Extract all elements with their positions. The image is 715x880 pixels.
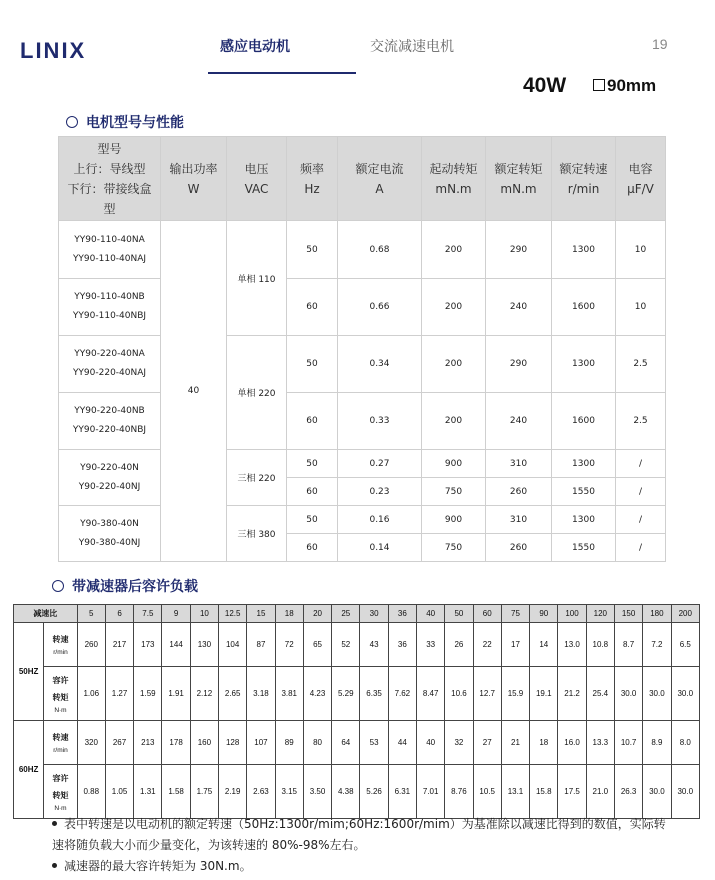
rated-speed-cell: 1300 (552, 450, 616, 478)
current-cell: 0.14 (338, 534, 422, 562)
freq-cell: 60 (287, 478, 338, 506)
ratio-label: 减速比 (14, 605, 78, 623)
ratio-cell: 25 (332, 605, 360, 623)
current-cell: 0.34 (338, 336, 422, 393)
torque-cell: 1.27 (105, 667, 133, 721)
model-cell: YY90-110-40NB YY90-110-40NBJ (59, 279, 161, 336)
torque-cell: 10.5 (473, 765, 501, 819)
note-item: 表中转速是以电动机的额定转速（50Hz:1300r/mim;60Hz:1600r/mim）为基准除以减速比得到的数值，实际转速将随负载大小而少量变化，为该转速的 80%-98%左右。 (52, 817, 666, 852)
speed-cell: 32 (445, 721, 473, 765)
ratio-cell: 30 (360, 605, 388, 623)
capacitor-cell: / (616, 506, 666, 534)
header-frequency: 频率 Hz (287, 137, 338, 221)
table-header-row (59, 137, 666, 221)
table-row (59, 336, 666, 393)
freq-cell: 50 (287, 221, 338, 279)
speed-cell: 43 (360, 623, 388, 667)
header-starting-torque: 起动转矩 mN.m (422, 137, 486, 221)
speed-cell: 267 (105, 721, 133, 765)
freq-cell: 60 (287, 534, 338, 562)
torque-cell: 0.88 (77, 765, 105, 819)
speed-unit: r/min (53, 747, 68, 754)
capacitor-cell: / (616, 534, 666, 562)
current-cell: 0.68 (338, 221, 422, 279)
speed-cell: 17 (501, 623, 529, 667)
current-cell: 0.66 (338, 279, 422, 336)
start-torque-cell: 200 (422, 221, 486, 279)
power-rating: 40W (523, 74, 567, 97)
output-power-cell: 40 (161, 221, 227, 562)
speed-cell: 178 (162, 721, 190, 765)
table-row (59, 279, 666, 336)
speed-cell: 8.7 (614, 623, 642, 667)
speed-cell: 260 (77, 623, 105, 667)
speed-cell: 128 (219, 721, 247, 765)
speed-label-text: 转速 (52, 635, 69, 644)
current-cell: 0.33 (338, 393, 422, 450)
nav-tab-ac-gear-motor[interactable]: 交流减速电机 (370, 39, 454, 55)
table-row (59, 450, 666, 478)
capacitor-cell: 10 (616, 221, 666, 279)
ratio-cell: 120 (586, 605, 614, 623)
voltage-cell: 单相 110 (227, 221, 287, 336)
torque-label (44, 765, 77, 819)
speed-cell: 8.0 (671, 721, 699, 765)
start-torque-cell: 200 (422, 393, 486, 450)
nav-tab-induction-motor[interactable]: 感应电动机 (220, 39, 290, 55)
ratio-cell: 36 (388, 605, 416, 623)
circle-bullet-icon (66, 116, 78, 128)
speed-cell: 14 (530, 623, 558, 667)
torque-cell: 1.59 (134, 667, 162, 721)
model-cell: Y90-220-40N Y90-220-40NJ (59, 450, 161, 506)
torque-cell: 2.65 (219, 667, 247, 721)
speed-cell: 65 (303, 623, 331, 667)
header-capacitor: 电容 μF/V (616, 137, 666, 221)
speed-cell: 89 (275, 721, 303, 765)
torque-cell: 6.35 (360, 667, 388, 721)
model-cell: YY90-110-40NA YY90-110-40NAJ (59, 221, 161, 279)
torque-cell: 1.06 (77, 667, 105, 721)
torque-cell: 19.1 (530, 667, 558, 721)
speed-cell: 130 (190, 623, 218, 667)
speed-row (14, 623, 700, 667)
torque-cell: 3.50 (303, 765, 331, 819)
speed-cell: 217 (105, 623, 133, 667)
speed-cell: 8.9 (643, 721, 671, 765)
start-torque-cell: 750 (422, 478, 486, 506)
speed-cell: 107 (247, 721, 275, 765)
start-torque-cell: 200 (422, 279, 486, 336)
freq-cell: 60 (287, 279, 338, 336)
torque-cell: 7.01 (417, 765, 445, 819)
torque-cell: 10.6 (445, 667, 473, 721)
ratio-cell: 150 (614, 605, 642, 623)
start-torque-cell: 750 (422, 534, 486, 562)
speed-cell: 18 (530, 721, 558, 765)
speed-label (44, 623, 77, 667)
ratio-header-row (14, 605, 700, 623)
speed-unit: r/min (53, 649, 68, 656)
torque-cell: 30.0 (671, 667, 699, 721)
square-frame-icon (593, 79, 605, 91)
ratio-cell: 40 (417, 605, 445, 623)
speed-cell: 7.2 (643, 623, 671, 667)
torque-unit: N·m (54, 804, 67, 812)
speed-cell: 36 (388, 623, 416, 667)
notes (52, 814, 672, 877)
speed-cell: 6.5 (671, 623, 699, 667)
start-torque-cell: 900 (422, 506, 486, 534)
speed-cell: 16.0 (558, 721, 586, 765)
freq-cell: 60 (287, 393, 338, 450)
torque-label-text: 转矩 (52, 692, 69, 702)
ratio-cell: 180 (643, 605, 671, 623)
circle-bullet-icon (52, 580, 64, 592)
torque-cell: 3.81 (275, 667, 303, 721)
ratio-cell: 9 (162, 605, 190, 623)
torque-cell: 25.4 (586, 667, 614, 721)
torque-cell: 4.23 (303, 667, 331, 721)
speed-cell: 64 (332, 721, 360, 765)
table-row (59, 221, 666, 279)
torque-label-text: 容许 (52, 675, 69, 685)
torque-cell: 12.7 (473, 667, 501, 721)
rated-speed-cell: 1300 (552, 221, 616, 279)
rated-speed-cell: 1550 (552, 478, 616, 506)
torque-cell: 15.9 (501, 667, 529, 721)
ratio-cell: 20 (303, 605, 331, 623)
freq-cell: 50 (287, 336, 338, 393)
torque-cell: 1.58 (162, 765, 190, 819)
ratio-cell: 200 (671, 605, 699, 623)
speed-cell: 22 (473, 623, 501, 667)
section-title-motor-specs: 电机型号与性能 (66, 112, 184, 132)
speed-cell: 53 (360, 721, 388, 765)
speed-cell: 144 (162, 623, 190, 667)
current-cell: 0.23 (338, 478, 422, 506)
gearbox-load-table (13, 604, 700, 819)
torque-cell: 30.0 (614, 667, 642, 721)
rated-torque-cell: 260 (486, 534, 552, 562)
brand-logo: LINIX (20, 38, 87, 63)
speed-cell: 52 (332, 623, 360, 667)
torque-cell: 3.15 (275, 765, 303, 819)
speed-label (44, 721, 77, 765)
torque-cell: 3.18 (247, 667, 275, 721)
speed-cell: 10.8 (586, 623, 614, 667)
speed-cell: 33 (417, 623, 445, 667)
speed-label-text: 转速 (52, 733, 69, 742)
frequency-label: 50HZ (14, 623, 44, 721)
ratio-cell: 75 (501, 605, 529, 623)
speed-cell: 72 (275, 623, 303, 667)
speed-cell: 213 (134, 721, 162, 765)
speed-cell: 173 (134, 623, 162, 667)
header-voltage: 电压 VAC (227, 137, 287, 221)
torque-cell: 1.05 (105, 765, 133, 819)
torque-cell: 8.76 (445, 765, 473, 819)
header-output: 输出功率 W (161, 137, 227, 221)
header-rated-current: 额定电流 A (338, 137, 422, 221)
speed-cell: 40 (417, 721, 445, 765)
torque-cell: 26.3 (614, 765, 642, 819)
torque-cell: 1.75 (190, 765, 218, 819)
torque-label-text: 转矩 (52, 790, 69, 800)
bullet-icon (52, 821, 57, 826)
voltage-cell: 三相 220 (227, 450, 287, 506)
torque-cell: 5.26 (360, 765, 388, 819)
torque-cell: 1.31 (134, 765, 162, 819)
page-number: 19 (652, 36, 668, 52)
model-cell: YY90-220-40NB YY90-220-40NBJ (59, 393, 161, 450)
torque-cell: 8.47 (417, 667, 445, 721)
ratio-cell: 50 (445, 605, 473, 623)
rated-speed-cell: 1600 (552, 393, 616, 450)
speed-cell: 104 (219, 623, 247, 667)
start-torque-cell: 200 (422, 336, 486, 393)
header-model: 型号 上行：导线型 下行：带接线盒 型 (59, 137, 161, 221)
note-item: 减速器的最大容许转矩为 30N.m。 (52, 856, 672, 877)
current-cell: 0.16 (338, 506, 422, 534)
ratio-cell: 18 (275, 605, 303, 623)
header-rated-torque: 额定转矩 mN.m (486, 137, 552, 221)
freq-cell: 50 (287, 506, 338, 534)
capacitor-cell: 2.5 (616, 393, 666, 450)
section-title-gearbox-load: 带减速器后容许负载 (52, 576, 198, 596)
rated-torque-cell: 290 (486, 221, 552, 279)
speed-cell: 21 (501, 721, 529, 765)
torque-cell: 7.62 (388, 667, 416, 721)
rated-torque-cell: 240 (486, 393, 552, 450)
torque-cell: 21.0 (586, 765, 614, 819)
frame-size: 90mm (607, 76, 657, 95)
torque-label (44, 667, 77, 721)
ratio-cell: 12.5 (219, 605, 247, 623)
speed-cell: 44 (388, 721, 416, 765)
torque-cell: 4.38 (332, 765, 360, 819)
speed-row (14, 721, 700, 765)
torque-cell: 30.0 (643, 667, 671, 721)
ratio-cell: 6 (105, 605, 133, 623)
ratio-cell: 15 (247, 605, 275, 623)
rated-speed-cell: 1300 (552, 336, 616, 393)
start-torque-cell: 900 (422, 450, 486, 478)
torque-cell: 21.2 (558, 667, 586, 721)
table-row (59, 506, 666, 534)
voltage-cell: 三相 380 (227, 506, 287, 562)
table-row (59, 393, 666, 450)
ratio-cell: 90 (530, 605, 558, 623)
capacitor-cell: / (616, 478, 666, 506)
capacitor-cell: / (616, 450, 666, 478)
torque-cell: 5.29 (332, 667, 360, 721)
rated-torque-cell: 260 (486, 478, 552, 506)
torque-cell: 1.91 (162, 667, 190, 721)
torque-cell: 6.31 (388, 765, 416, 819)
ratio-cell: 100 (558, 605, 586, 623)
nav-active-underline (208, 72, 356, 74)
current-cell: 0.27 (338, 450, 422, 478)
ratio-cell: 5 (77, 605, 105, 623)
speed-cell: 87 (247, 623, 275, 667)
speed-cell: 320 (77, 721, 105, 765)
rated-speed-cell: 1550 (552, 534, 616, 562)
torque-label-text: 容许 (52, 773, 69, 783)
frequency-label: 60HZ (14, 721, 44, 819)
ratio-cell: 7.5 (134, 605, 162, 623)
freq-cell: 50 (287, 450, 338, 478)
motor-spec-table (58, 136, 666, 562)
speed-cell: 26 (445, 623, 473, 667)
capacitor-cell: 10 (616, 279, 666, 336)
model-cell: Y90-380-40N Y90-380-40NJ (59, 506, 161, 562)
rated-speed-cell: 1300 (552, 506, 616, 534)
model-cell: YY90-220-40NA YY90-220-40NAJ (59, 336, 161, 393)
rated-torque-cell: 240 (486, 279, 552, 336)
capacitor-cell: 2.5 (616, 336, 666, 393)
speed-cell: 13.3 (586, 721, 614, 765)
torque-cell: 30.0 (643, 765, 671, 819)
header-rated-speed: 额定转速 r/min (552, 137, 616, 221)
rated-torque-cell: 310 (486, 450, 552, 478)
torque-cell: 13.1 (501, 765, 529, 819)
torque-cell: 2.12 (190, 667, 218, 721)
rated-torque-cell: 290 (486, 336, 552, 393)
torque-unit: N·m (54, 706, 67, 714)
speed-cell: 160 (190, 721, 218, 765)
torque-row (14, 667, 700, 721)
speed-cell: 27 (473, 721, 501, 765)
speed-cell: 80 (303, 721, 331, 765)
ratio-cell: 60 (473, 605, 501, 623)
rated-torque-cell: 310 (486, 506, 552, 534)
ratio-cell: 10 (190, 605, 218, 623)
torque-cell: 2.63 (247, 765, 275, 819)
torque-cell: 2.19 (219, 765, 247, 819)
speed-cell: 13.0 (558, 623, 586, 667)
torque-row (14, 765, 700, 819)
torque-cell: 30.0 (671, 765, 699, 819)
voltage-cell: 单相 220 (227, 336, 287, 450)
rated-speed-cell: 1600 (552, 279, 616, 336)
torque-cell: 17.5 (558, 765, 586, 819)
torque-cell: 15.8 (530, 765, 558, 819)
bullet-icon (52, 863, 57, 868)
speed-cell: 10.7 (614, 721, 642, 765)
